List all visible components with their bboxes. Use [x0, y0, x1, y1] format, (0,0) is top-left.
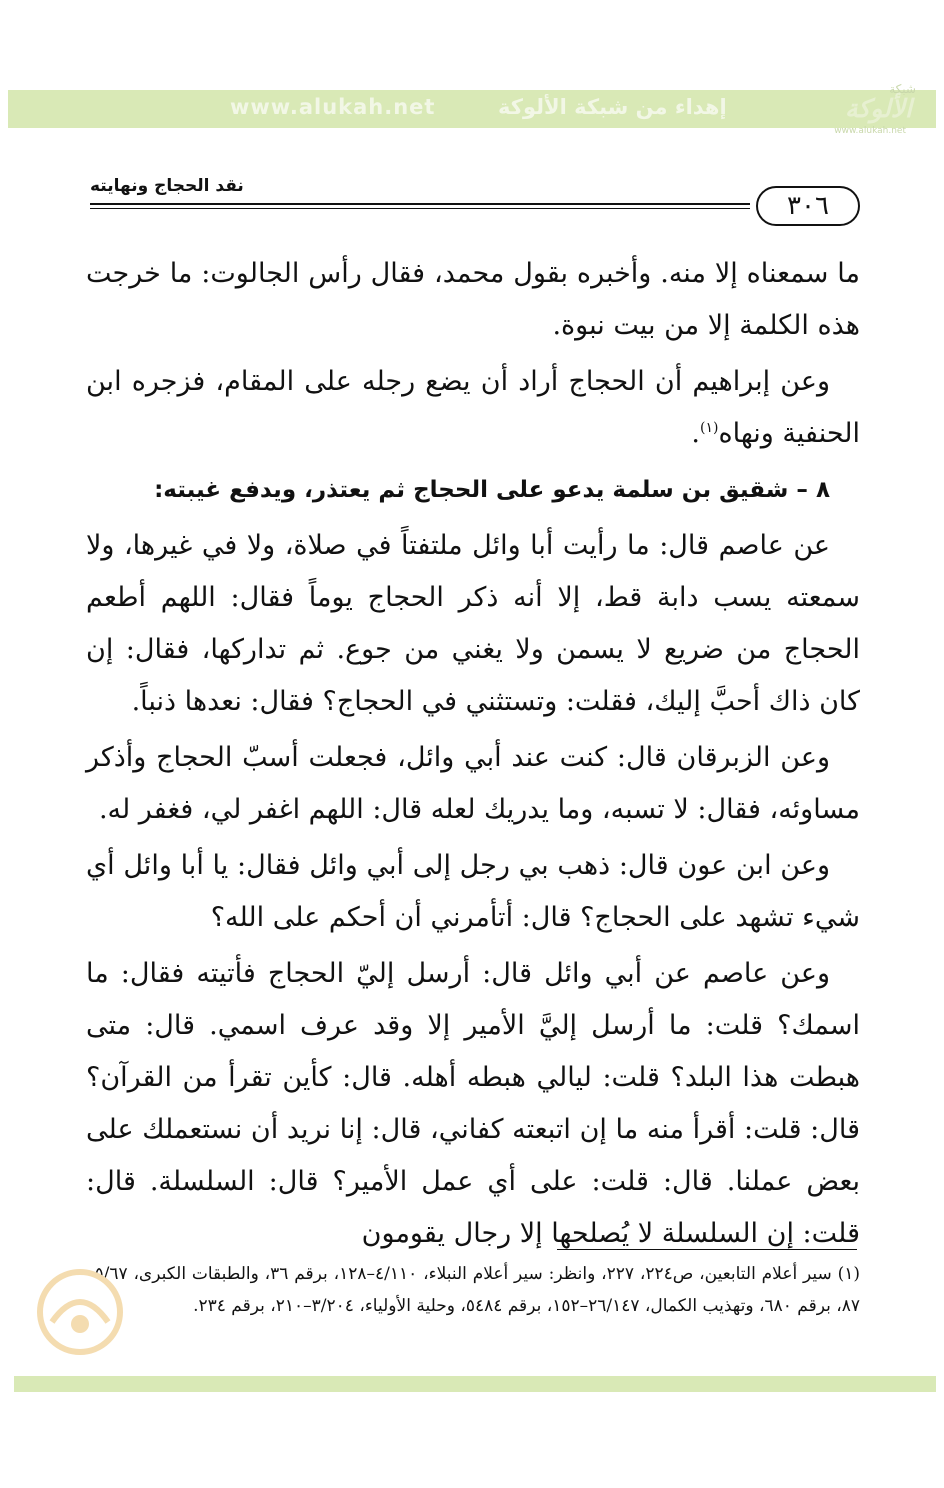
bottom-banner	[14, 1376, 936, 1392]
logo-small-text: www.alukah.net	[834, 126, 906, 136]
page-header	[90, 176, 860, 220]
footnote: (١) سير أعلام التابعين، ص٢٢٤، ٢٢٧، وانظر: سير أعلام النبلاء، ٤/١١٠–١٢٨، برقم ٣٦، والطبقات الكبرى، ٥/٦٧–٨٧، برقم ٦٨٠، وتهذيب الكمال، ٢٦/١٤٧–١٥٢، برقم ٥٤٨٤، وحلية الأولياء، ٣/٢٠٤–٢١٠، برقم ٢٣٤.	[86, 1264, 860, 1316]
paragraph-4: وعن الزبرقان قال: كنت عند أبي وائل، فجعلت أسبّ الحجاج وأذكر مساوئه، فقال: لا تسبه، وما يدريك لعله قال: اللهم اغفر لي، فغفر له.	[86, 742, 860, 825]
gift-text: إهداء من شبكة الألوكة	[498, 95, 727, 119]
alukah-logo	[818, 82, 922, 140]
footnote-marker: (١)	[699, 420, 719, 436]
logo-top-text: شبكة	[889, 82, 916, 96]
main-text	[86, 248, 860, 1264]
header-rule-thin	[90, 208, 750, 209]
site-url: www.alukah.net	[230, 95, 436, 119]
watermark-icon	[22, 1262, 140, 1362]
top-banner	[8, 90, 936, 128]
paragraph-2	[86, 356, 860, 460]
paragraph-2-text: وعن إبراهيم أن الحجاج أراد أن يضع رجله على المقام، فزجره ابن الحنفية ونهاه	[86, 366, 860, 449]
running-title: نقد الحجاج ونهايته	[90, 176, 244, 196]
paragraph-3: عن عاصم قال: ما رأيت أبا وائل ملتفتاً في صلاة، ولا في غيرها، ولا سمعته يسب دابة قط، إلا أنه ذكر الحجاج يوماً فقال: اللهم أطعم الحجاج من ضريع لا يسمن ولا يغني من جوع. ثم تداركها، فقال: إن كان ذاك أحبَّ إليك، فقلت: وتستثني في الحجاج؟ فقال: نعدها ذنباً.	[86, 530, 860, 717]
section-heading: ٨ – شقيق بن سلمة يدعو على الحجاج ثم يعتذر، ويدفع غيبته:	[154, 477, 830, 503]
paragraph-2-end: .	[691, 418, 700, 449]
page-number: ٣٠٦	[756, 186, 860, 226]
logo-main-text: الألوكة	[844, 94, 912, 123]
paragraph-6: وعن عاصم عن أبي وائل قال: أرسل إليّ الحجاج فأتيته فقال: ما اسمك؟ قلت: ما أرسل إليَّ الأمير إلا وقد عرف اسمي. قال: متى هبطت هذا البلد؟ قلت: ليالي هبطه أهله. قال: كأين تقرأ من القرآن؟ قال: قلت: أقرأ منه ما إن اتبعته كفاني، قال: إنا نريد أن نستعملك على بعض عملنا. قال: قلت: على أي عمل الأمير؟ قال: السلسلة. قال: قلت: إن السلسلة لا يُصلحها إلا رجال يقومون	[86, 958, 860, 1249]
watermark-logo	[22, 1262, 140, 1362]
footnote-separator	[557, 1249, 857, 1250]
paragraph-1: ما سمعناه إلا منه. وأخبره بقول محمد، فقال رأس الجالوت: ما خرجت هذه الكلمة إلا من بيت نبوة.	[86, 258, 860, 341]
paragraph-5: وعن ابن عون قال: ذهب بي رجل إلى أبي وائل فقال: يا أبا وائل أي شيء تشهد على الحجاج؟ قال: أتأمرني أن أحكم على الله؟	[86, 850, 860, 933]
header-rule	[90, 203, 750, 205]
